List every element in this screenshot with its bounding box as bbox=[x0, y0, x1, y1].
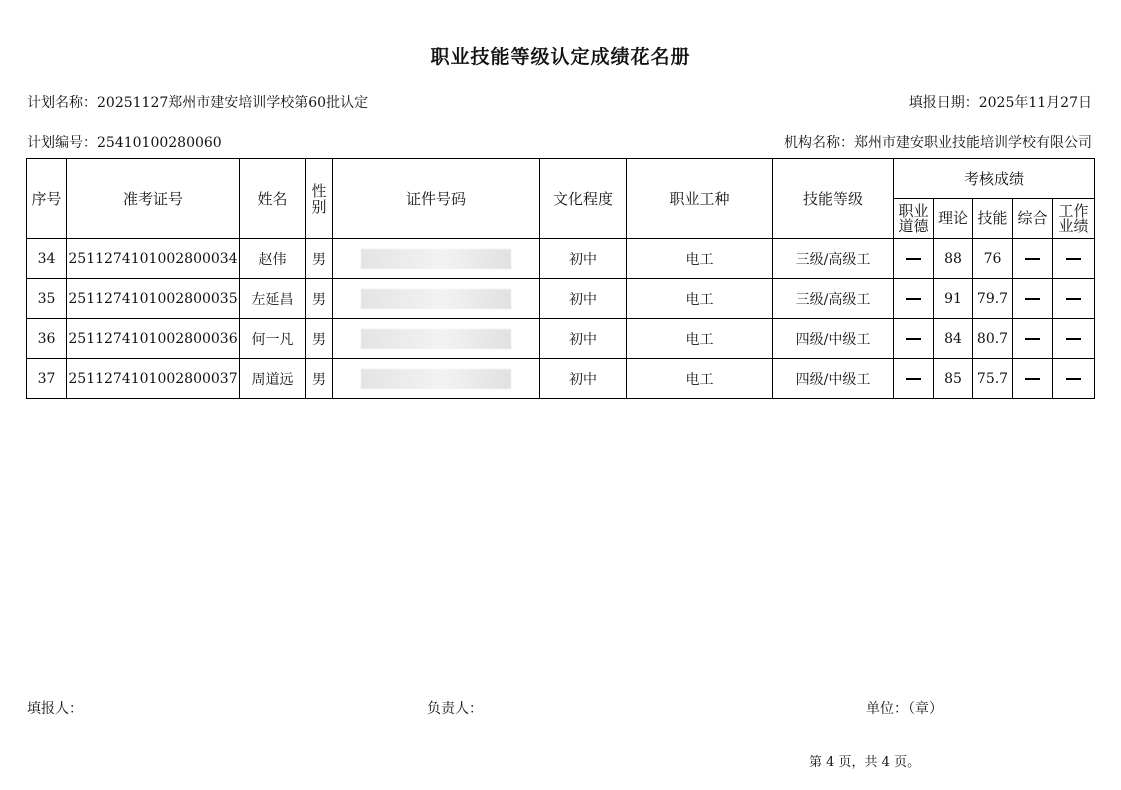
cell-ethics bbox=[894, 359, 934, 399]
cell-theory: 85 bbox=[934, 359, 973, 399]
cell-skill-level: 四级/中级工 bbox=[773, 319, 894, 359]
header-ethics-line2: 道德 bbox=[898, 216, 929, 235]
cell-skill: 79.7 bbox=[973, 279, 1013, 319]
redacted-id-blur bbox=[361, 289, 511, 309]
header-ticket: 准考证号 bbox=[67, 159, 240, 239]
empty-dash bbox=[906, 338, 921, 340]
plan-number: 计划编号：25410100280060 bbox=[27, 135, 222, 151]
cell-ethics bbox=[894, 279, 934, 319]
cell-comprehensive bbox=[1013, 319, 1053, 359]
cell-education: 初中 bbox=[540, 319, 627, 359]
redacted-id-blur bbox=[361, 249, 511, 269]
cell-ticket: 2511274101002800035 bbox=[67, 279, 240, 319]
cell-ticket: 2511274101002800034 bbox=[67, 239, 240, 279]
header-work bbox=[1053, 199, 1095, 239]
cell-id-number bbox=[333, 279, 540, 319]
empty-dash bbox=[1025, 258, 1040, 260]
document-title: 职业技能等级认定成绩花名册 bbox=[430, 46, 691, 68]
header-theory: 理论 bbox=[934, 199, 973, 239]
cell-occupation: 电工 bbox=[627, 279, 773, 319]
cell-occupation: 电工 bbox=[627, 359, 773, 399]
organization-name: 机构名称：郑州市建安职业技能培训学校有限公司 bbox=[784, 135, 1092, 151]
cell-id-number bbox=[333, 319, 540, 359]
cell-id-number bbox=[333, 359, 540, 399]
table-row bbox=[27, 359, 1095, 399]
cell-skill: 76 bbox=[973, 239, 1013, 279]
header-seq: 序号 bbox=[27, 159, 67, 239]
table-row bbox=[27, 239, 1095, 279]
cell-name: 左延昌 bbox=[240, 279, 306, 319]
header-comprehensive: 综合 bbox=[1013, 199, 1053, 239]
cell-ethics bbox=[894, 239, 934, 279]
cell-ethics bbox=[894, 319, 934, 359]
cell-gender: 男 bbox=[306, 319, 333, 359]
empty-dash bbox=[1066, 338, 1081, 340]
fill-date: 填报日期：2025年11月27日 bbox=[908, 95, 1092, 111]
empty-dash bbox=[1025, 338, 1040, 340]
cell-theory: 88 bbox=[934, 239, 973, 279]
cell-comprehensive bbox=[1013, 279, 1053, 319]
cell-education: 初中 bbox=[540, 239, 627, 279]
header-occupation: 职业工种 bbox=[627, 159, 773, 239]
header-skill-level: 技能等级 bbox=[773, 159, 894, 239]
header-ethics bbox=[894, 199, 934, 239]
cell-gender: 男 bbox=[306, 239, 333, 279]
header-name: 姓名 bbox=[240, 159, 306, 239]
empty-dash bbox=[1066, 378, 1081, 380]
header-gender-line2: 别 bbox=[311, 197, 327, 216]
header-work-line1: 工作 bbox=[1058, 201, 1089, 220]
cell-education: 初中 bbox=[540, 359, 627, 399]
filler-signature-label: 填报人： bbox=[27, 701, 83, 717]
empty-dash bbox=[1066, 258, 1081, 260]
cell-comprehensive bbox=[1013, 359, 1053, 399]
cell-occupation: 电工 bbox=[627, 319, 773, 359]
redacted-id-blur bbox=[361, 329, 511, 349]
cell-work bbox=[1053, 279, 1095, 319]
header-education: 文化程度 bbox=[540, 159, 627, 239]
header-gender-line1: 性 bbox=[311, 181, 327, 200]
empty-dash bbox=[906, 298, 921, 300]
table-row bbox=[27, 279, 1095, 319]
header-id-number: 证件号码 bbox=[333, 159, 540, 239]
header-scores: 考核成绩 bbox=[894, 159, 1095, 199]
cell-skill-level: 四级/中级工 bbox=[773, 359, 894, 399]
cell-work bbox=[1053, 319, 1095, 359]
cell-theory: 91 bbox=[934, 279, 973, 319]
redacted-id-blur bbox=[361, 369, 511, 389]
empty-dash bbox=[1025, 378, 1040, 380]
empty-dash bbox=[906, 378, 921, 380]
cell-seq: 34 bbox=[27, 239, 67, 279]
cell-occupation: 电工 bbox=[627, 239, 773, 279]
cell-id-number bbox=[333, 239, 540, 279]
cell-work bbox=[1053, 239, 1095, 279]
cell-skill: 75.7 bbox=[973, 359, 1013, 399]
empty-dash bbox=[906, 258, 921, 260]
cell-skill: 80.7 bbox=[973, 319, 1013, 359]
header-skill: 技能 bbox=[973, 199, 1013, 239]
header-ethics-line1: 职业 bbox=[898, 201, 929, 220]
cell-seq: 36 bbox=[27, 319, 67, 359]
responsible-signature-label: 负责人： bbox=[427, 701, 483, 717]
header-gender bbox=[306, 159, 333, 239]
cell-education: 初中 bbox=[540, 279, 627, 319]
plan-name: 计划名称：20251127郑州市建安培训学校第60批认定 bbox=[27, 95, 369, 111]
header-work-line2: 业绩 bbox=[1058, 216, 1089, 235]
cell-work bbox=[1053, 359, 1095, 399]
empty-dash bbox=[1025, 298, 1040, 300]
cell-seq: 35 bbox=[27, 279, 67, 319]
cell-seq: 37 bbox=[27, 359, 67, 399]
cell-name: 周道远 bbox=[240, 359, 306, 399]
cell-theory: 84 bbox=[934, 319, 973, 359]
cell-comprehensive bbox=[1013, 239, 1053, 279]
empty-dash bbox=[1066, 298, 1081, 300]
cell-name: 赵伟 bbox=[240, 239, 306, 279]
cell-skill-level: 三级/高级工 bbox=[773, 279, 894, 319]
cell-name: 何一凡 bbox=[240, 319, 306, 359]
unit-seal-label: 单位：（章） bbox=[866, 701, 943, 717]
cell-ticket: 2511274101002800037 bbox=[67, 359, 240, 399]
cell-ticket: 2511274101002800036 bbox=[67, 319, 240, 359]
table-header-row bbox=[27, 159, 1095, 199]
cell-skill-level: 三级/高级工 bbox=[773, 239, 894, 279]
cell-gender: 男 bbox=[306, 279, 333, 319]
cell-gender: 男 bbox=[306, 359, 333, 399]
score-roster-table bbox=[26, 158, 1095, 399]
page-indicator: 第 4 页，共 4 页。 bbox=[809, 755, 921, 770]
table-row bbox=[27, 319, 1095, 359]
